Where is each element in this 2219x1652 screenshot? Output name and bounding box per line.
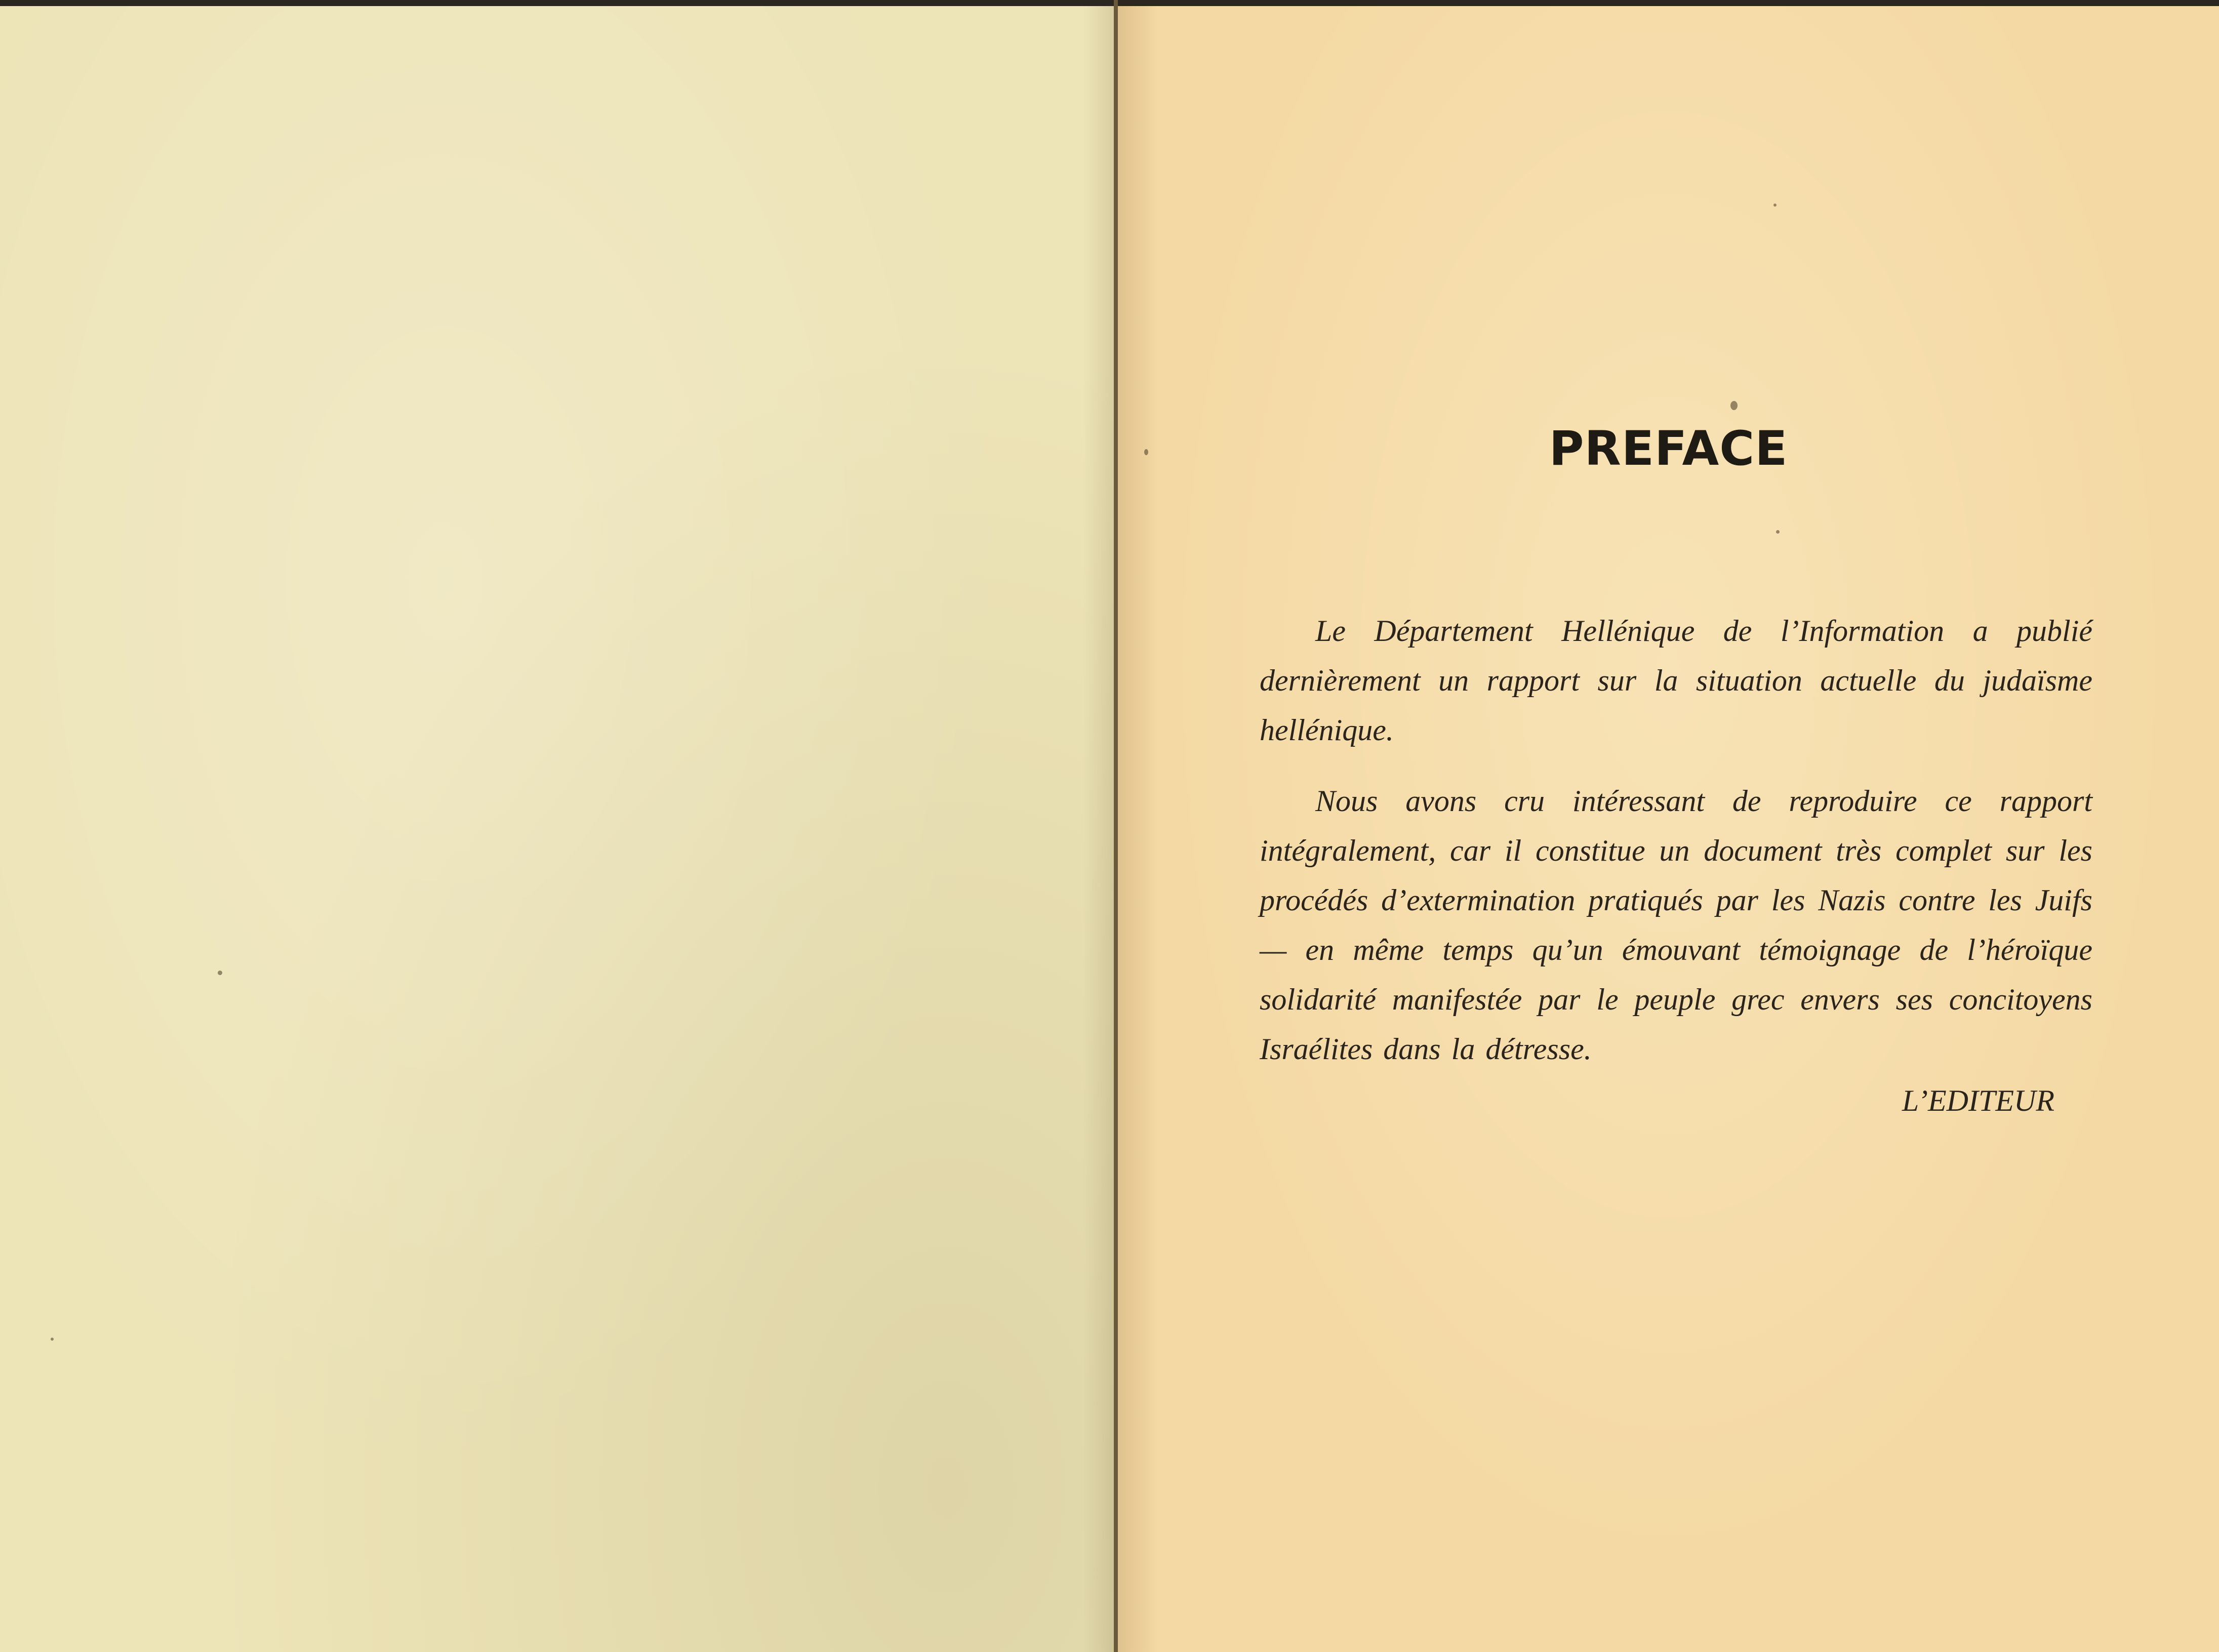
page-title: PREFACE	[1549, 421, 1788, 476]
paper-speck	[218, 971, 222, 975]
left-page-blank	[0, 6, 1114, 1652]
paper-speck	[1730, 401, 1738, 410]
paper-speck	[1776, 530, 1780, 534]
paper-speck	[1773, 204, 1777, 207]
right-page	[1118, 6, 2219, 1652]
paper-speck	[1144, 449, 1148, 455]
paper-speck	[51, 1338, 54, 1341]
book-gutter	[1114, 0, 1118, 1652]
editor-signature: L’EDITEUR	[1902, 1084, 2054, 1117]
paragraph-2: Nous avons cru intéressant de reproduire ce rapport intégralement, car il constitue un document très complet sur les procédés d’extermination pratiqués par les Nazis contre les Juifs — en même temps qu’un émouvant témoignage de l’héroïque solidarité manifestée par le peuple grec envers ses concitoyens Israélites dans la détresse.	[1260, 784, 2092, 1066]
preface-body	[1260, 606, 2092, 1095]
paragraph-1: Le Département Hellénique de l’Information a publié dernièrement un rapport sur la situation actuelle du judaïsme hellénique.	[1260, 614, 2092, 747]
